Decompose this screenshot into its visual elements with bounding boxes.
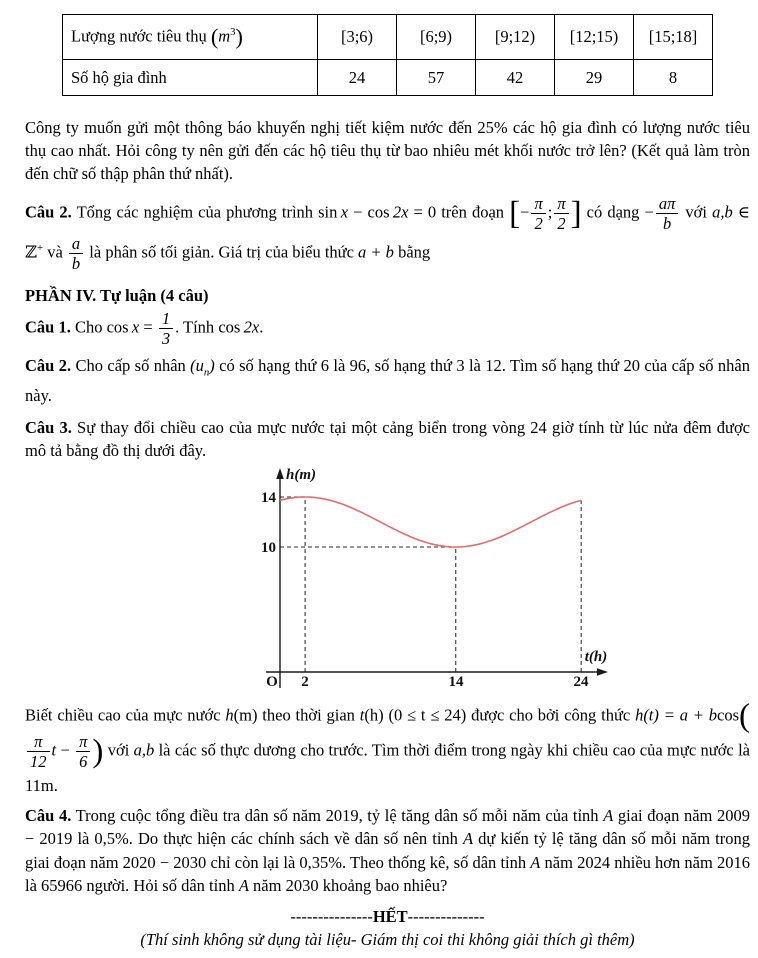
x-tick-2: 2 <box>301 674 309 691</box>
question-4-tl <box>25 804 750 898</box>
row-label-cell: Số hộ gia đình <box>63 60 318 96</box>
question-text: Cho cấp số nhân <box>71 355 191 375</box>
interval-cell: [6;9) <box>397 15 476 60</box>
question-label: Câu 3. <box>25 418 72 438</box>
x-tick-24: 24 <box>573 674 589 691</box>
question-text: có số hạng thứ 6 là 96, số hạng thứ 3 là 12. Tìm số hạng thứ 20 của cấp số nhân này. <box>25 355 751 406</box>
y-axis-arrow <box>276 468 284 479</box>
count-cell: 29 <box>555 60 634 96</box>
math-function: cos <box>367 202 390 222</box>
math-variables-ab: a,b <box>712 202 733 222</box>
dash-line: --------------- <box>290 906 373 926</box>
math-function: cos <box>717 705 739 725</box>
tide-chart-container <box>250 464 750 694</box>
sequence-symbol-open: (u <box>190 355 204 375</box>
end-divider <box>25 906 750 928</box>
count-cell: 57 <box>397 60 476 96</box>
formula-left-side: h(t) = a + b <box>635 705 717 725</box>
right-bracket: ] <box>570 195 582 232</box>
fraction-pi-over-2: $\frac{\pi}{2}$ <box>531 195 545 233</box>
question-text: năm 2024 nhiều hơn năm 2016 là 65966 người. Hỏi số dân tỉnh <box>25 852 750 896</box>
paragraph-text: (m) theo thời gian <box>233 705 360 725</box>
unit-exponent: 3 <box>230 25 236 38</box>
province-symbol: A <box>603 805 614 825</box>
question-text: với <box>680 202 707 222</box>
water-consumption-table <box>62 14 713 96</box>
math-expression-a-plus-b: a + b <box>358 242 394 262</box>
minus-sign: − <box>56 740 75 760</box>
unit-paren-open: ( <box>210 24 219 49</box>
question-label: Câu 1. <box>25 317 71 337</box>
equals-sign: = <box>139 317 157 337</box>
sequence-subscript: n <box>203 366 210 379</box>
table-header-row <box>63 15 713 60</box>
left-bracket: [ <box>509 195 521 232</box>
table-header-label-cell <box>63 15 318 60</box>
exam-note: (Thí sinh không sử dụng tài liệu- Giám thị coi thi không giải thích gì thêm) <box>140 929 635 949</box>
unit-variable: m <box>218 26 231 46</box>
fraction-1-over-3: $\frac{1}{3}$ <box>159 310 173 348</box>
element-of-symbol: ∈ <box>732 202 751 222</box>
math-variable-h: h <box>225 705 234 725</box>
question-text: năm 2030 khoảng bao nhiêu? <box>248 876 448 896</box>
minus-sign: − <box>644 202 654 222</box>
question-1-tl <box>25 310 750 348</box>
left-paren: ( <box>739 698 750 735</box>
guide-lines <box>280 497 581 672</box>
intro-text: Công ty muốn gửi một thông báo khuyến nghị tiết kiệm nước đến 25% các hộ gia đình có lượng nước tiêu thụ cao nhất. Hỏi công ty nên gửi đến các hộ tiêu thụ từ bao nhiêu mét khối nước trở lên? (Kết quả làm tròn đến chữ số thập phân thứ nhất). <box>25 118 750 183</box>
end-label: HẾT <box>372 906 408 926</box>
period: . <box>259 317 264 337</box>
question-3-tl <box>25 416 750 462</box>
math-variable: x <box>340 202 349 222</box>
math-function: sin <box>318 202 338 222</box>
dash-line: -------------- <box>407 906 485 926</box>
table-header-label: Lượng nước tiêu thụ <box>71 26 207 46</box>
tide-chart <box>250 464 630 694</box>
domain-condition: (0 ≤ t ≤ 24) <box>388 705 467 725</box>
question-text: Trong cuộc tổng điều tra dân số năm 2019, tỷ lệ tăng dân số mỗi năm của tỉnh <box>71 805 604 825</box>
question-text: dự kiến tỷ lệ tăng dân số mỗi năm trong giai đoạn năm 2020 − 2030 chỉ còn lại là 0,35%. Theo thống kê, số dân tỉnh <box>25 829 751 872</box>
math-function: cos <box>106 317 129 337</box>
interval-cell: [15;18] <box>634 15 713 60</box>
math-variable: x <box>131 317 140 337</box>
x-tick-14: 14 <box>448 674 464 691</box>
question-text: Sự thay đổi chiều cao của mực nước tại một cảng biển trong vòng 24 giờ tính từ lúc nửa đêm được mô tả bằng đồ thị dưới đây. <box>25 418 751 461</box>
count-cell: 8 <box>634 60 713 96</box>
paragraph-text: là các số thực dương cho trước. Tìm thời điểm trong ngày khi chiều cao của mực nước là 11m. <box>25 740 750 795</box>
intro-paragraph <box>25 116 750 185</box>
question-text: Cho <box>70 317 107 337</box>
minus-sign: − <box>520 202 530 222</box>
math-variables-ab: a,b <box>133 740 155 760</box>
question-label: Câu 2. <box>25 355 72 375</box>
semicolon: ; <box>547 202 553 222</box>
y-tick-10: 10 <box>261 540 276 557</box>
interval-cell: [3;6) <box>318 15 397 60</box>
math-operator: − <box>348 202 368 222</box>
question-text: . Tính <box>175 317 219 337</box>
right-paren: ) <box>92 733 104 770</box>
question-2-tl <box>25 354 750 407</box>
fraction-pi-over-12: $\frac{\pi}{12}$ <box>27 733 50 771</box>
origin-label: O <box>266 674 278 691</box>
question-text: có dạng <box>581 202 645 222</box>
fraction-pi-over-6: $\frac{\pi}{6}$ <box>76 733 90 771</box>
question-text: bằng <box>393 242 431 262</box>
paragraph-text: Biết chiều cao của mực nước <box>25 705 226 725</box>
tide-formula-paragraph <box>25 700 750 801</box>
count-cell: 42 <box>476 60 555 96</box>
province-symbol: A <box>238 876 249 896</box>
integer-set-symbol: ℤ <box>25 242 38 262</box>
question-text: Tổng các nghiệm của phương trình <box>71 202 319 222</box>
paragraph-text: (h) <box>364 705 389 725</box>
question-text: và <box>43 242 67 262</box>
y-tick-14: 14 <box>261 490 276 507</box>
math-variable: 2x <box>392 202 409 222</box>
fraction-pi-over-2: $\frac{\pi}{2}$ <box>554 195 568 233</box>
math-variable: 2x <box>243 317 260 337</box>
math-function: cos <box>218 317 241 337</box>
math-variable-t: t <box>51 740 57 760</box>
fraction-a-over-b: $\frac{a}{b}$ <box>69 235 83 273</box>
question-label: Câu 4. <box>25 805 72 825</box>
fraction-a-pi-over-b: $\frac{a\pi}{b}$ <box>656 195 679 233</box>
interval-cell: [9;12) <box>476 15 555 60</box>
y-axis-title: h(m) <box>286 467 316 484</box>
province-symbol: A <box>463 829 474 849</box>
interval-cell: [12;15) <box>555 15 634 60</box>
province-symbol: A <box>530 852 541 872</box>
question-text: trên đoạn <box>436 202 510 222</box>
x-axis-arrow <box>597 668 608 676</box>
math-variable-t: t <box>359 705 365 725</box>
paragraph-text: với <box>103 740 134 760</box>
question-2-tn <box>25 195 750 272</box>
x-axis-title: t(h) <box>584 649 608 666</box>
tide-curve <box>280 497 581 547</box>
question-text: giai đoạn năm 2009 − 2019 là 0,5%. Do thực hiện các chính sách về dân số nên tỉnh <box>25 805 750 849</box>
question-text: là phân số tối giản. Giá trị của biểu thức <box>85 242 359 262</box>
section-heading <box>25 284 750 307</box>
math-equals-zero: = 0 <box>408 202 437 222</box>
unit-paren-close: ) <box>235 24 243 49</box>
question-label: Câu 2. <box>25 202 72 222</box>
count-cell: 24 <box>318 60 397 96</box>
paragraph-text: được cho bởi công thức <box>466 705 636 725</box>
plus-superscript: + <box>37 241 44 254</box>
section-heading-text: PHẦN IV. Tự luận (4 câu) <box>25 286 209 306</box>
table-data-row <box>63 60 713 96</box>
sequence-symbol-close: ) <box>209 355 215 375</box>
